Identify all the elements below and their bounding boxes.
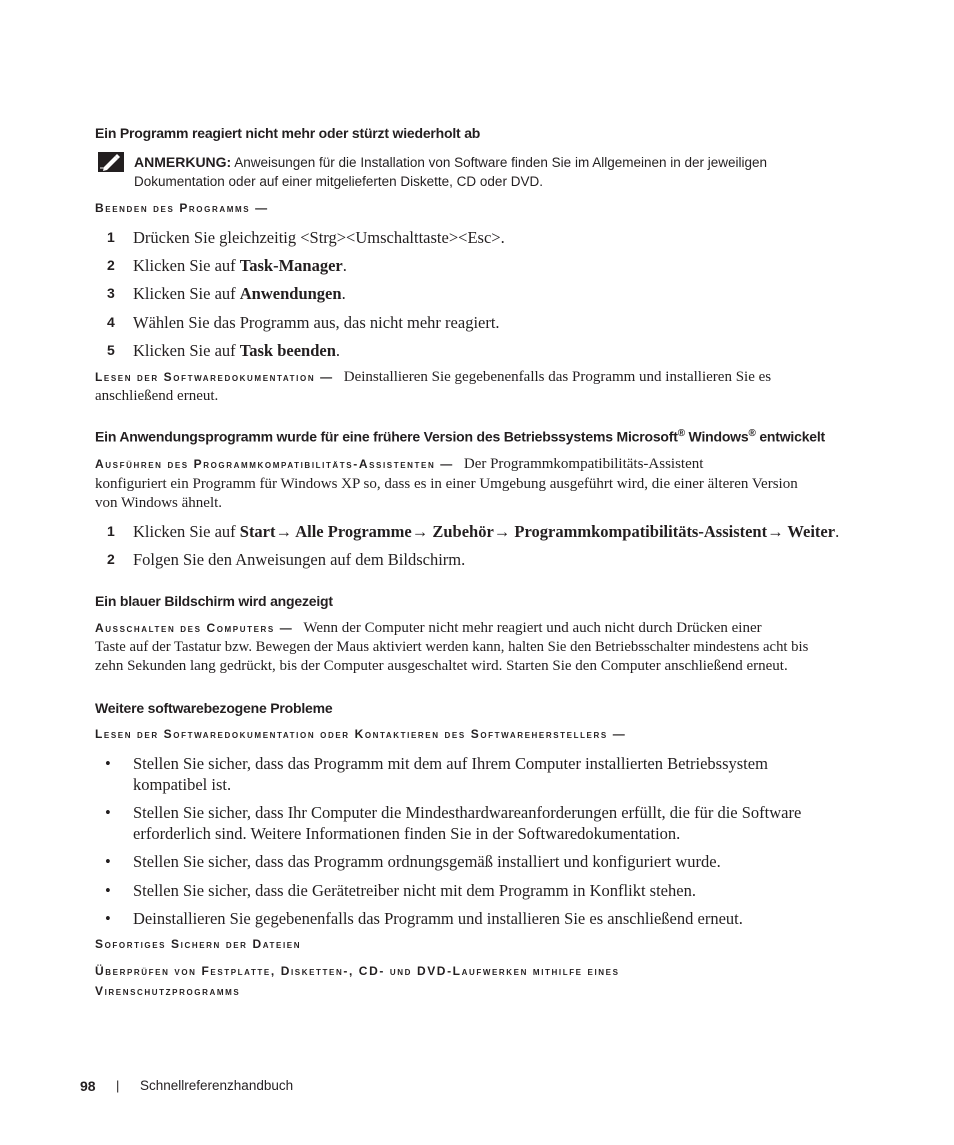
list-item (95, 753, 865, 795)
backup-files-label: Sofortiges Sichern der Dateien (95, 937, 302, 951)
step-text-post: . (835, 522, 840, 541)
footer-title: Schnellreferenzhandbuch (140, 1078, 294, 1093)
list-item-line: Stellen Sie sicher, dass das Programm mit dem auf Ihrem Computer installierten Betriebssystem (133, 754, 768, 773)
shutdown-label: Ausschalten des Computers — (95, 621, 294, 635)
list-item-line: erforderlich sind. Weitere Informationen finden Sie in der Softwaredokumentation. (133, 824, 681, 843)
wizard-paragraph-line-2: konfiguriert ein Programm für Windows XP so, dass es in einer Umgebung ausgeführt wird, die einer älteren Version (95, 476, 798, 492)
ui-term: Anwendungen (239, 284, 342, 303)
pencil-note-icon-svg (98, 152, 124, 172)
list-item (95, 802, 865, 844)
wizard-text: Der Programmkompatibilitäts-Assistent (463, 456, 704, 472)
step-text: Folgen Sie den Anweisungen auf dem Bildschirm. (133, 550, 466, 569)
step-text (133, 255, 347, 276)
note-text: Anweisungen für die Installation von Software finden Sie im Allgemeinen in der jeweiligen (234, 155, 768, 170)
heading-text: Ein Anwendungsprogramm wurde für eine frühere Version des Betriebssystems Microsoft (95, 428, 678, 445)
step-number: 5 (107, 342, 115, 358)
step-text-pre: Wählen Sie das Programm aus, das nicht mehr reagiert. (133, 313, 500, 332)
blue-screen-text: Wenn der Computer nicht mehr reagiert und auch nicht durch Drücken einer (303, 620, 762, 636)
blue-screen-paragraph-line-2: Taste auf der Tastatur bzw. Bewegen der Maus aktiviert werden kann, halten Sie den Betriebsschalter mindestens acht bis (95, 639, 809, 655)
bullet-dot: • (105, 909, 111, 928)
step-text-pre: Klicken Sie auf (133, 256, 240, 275)
wizard-label: Ausführen des Programmkompatibilitäts-Assistenten — (95, 457, 454, 471)
list-item (95, 880, 865, 901)
step-text-pre: Klicken Sie auf (133, 522, 240, 541)
blue-screen-paragraph-line-1 (95, 619, 762, 639)
list-item-text: Stellen Sie sicher, dass das Programm ordnungsgemäß installiert und konfiguriert wurde. (133, 852, 721, 871)
step-number: 1 (107, 229, 115, 245)
step-text-post: . (341, 284, 346, 303)
note-label: ANMERKUNG: (134, 154, 232, 170)
footer-separator: | (116, 1078, 120, 1093)
ui-term: Task-Manager (239, 256, 343, 275)
virus-scan-label-line-2: Virenschutzprogramms (95, 984, 241, 998)
read-doc-paragraph-line-2: anschließend erneut. (95, 388, 219, 404)
page-number: 98 (80, 1078, 96, 1094)
step-number: 2 (107, 551, 115, 567)
step-text (133, 340, 340, 361)
read-doc-text: Deinstallieren Sie gegebenenfalls das Programm und installieren Sie es (343, 369, 772, 385)
step-number: 2 (107, 257, 115, 273)
step-number: 1 (107, 523, 115, 539)
list-item (95, 908, 865, 929)
list-item-text (133, 753, 861, 795)
step-text-pre: Klicken Sie auf (133, 284, 240, 303)
list-item (95, 851, 865, 872)
registered-mark: ® (677, 428, 685, 439)
note-line-2: Dokumentation oder auf einer mitgelieferten Diskette, CD oder DVD. (134, 174, 543, 189)
bullet-dot: • (105, 754, 111, 773)
list-item-line: Stellen Sie sicher, dass Ihr Computer die Mindesthardwareanforderungen erfüllt, die für die Software (133, 803, 802, 822)
pencil-note-icon (98, 152, 124, 172)
wizard-paragraph-line-3: von Windows ähnelt. (95, 495, 223, 511)
heading-text: Windows (684, 428, 749, 445)
bullet-dot: • (105, 881, 111, 900)
read-doc-paragraph-line-1 (95, 368, 865, 388)
heading-text: entwickelt (755, 428, 826, 445)
list-item-text: Stellen Sie sicher, dass die Gerätetreiber nicht mit dem Programm in Konflikt stehen. (133, 881, 696, 900)
virus-scan-label-line-1: Überprüfen von Festplatte, Disketten-, CD- und DVD-Laufwerken mithilfe eines (95, 964, 620, 978)
subheading-end-program: Beenden des Programms — (95, 201, 269, 215)
section-heading-older-windows (95, 428, 825, 445)
wizard-paragraph-line-1 (95, 455, 703, 475)
other-problems-label: Lesen der Softwaredokumentation oder Kontaktieren des Softwareherstellers — (95, 727, 627, 741)
step-text-post: . (335, 341, 341, 360)
blue-screen-paragraph-line-3: zehn Sekunden lang gedrückt, bis der Computer ausgeschaltet wird. Starten Sie den Computer anschließend erneut. (95, 658, 788, 674)
read-doc-label: Lesen der Softwaredokumentation — (95, 370, 334, 384)
list-item-text (133, 802, 861, 844)
step-text-pre: Klicken Sie auf (133, 341, 240, 360)
bullet-dot: • (105, 803, 111, 822)
list-item-line: kompatibel ist. (133, 775, 232, 794)
section-heading-program-hangs: Ein Programm reagiert nicht mehr oder stürzt wiederholt ab (95, 125, 481, 141)
step-text-pre: Drücken Sie gleichzeitig <Strg><Umschalttaste><Esc>. (133, 228, 505, 247)
registered-mark: ® (748, 428, 756, 439)
list-item-text: Deinstallieren Sie gegebenenfalls das Programm und installieren Sie es anschließend erneut. (133, 909, 743, 928)
step-text (133, 283, 346, 304)
step-text-post: . (342, 256, 347, 275)
bullet-dot: • (105, 852, 111, 871)
note-line-1 (134, 154, 767, 170)
ui-term: Task beenden (239, 341, 336, 360)
step-text (133, 521, 839, 542)
step-text (133, 227, 505, 248)
step-number: 3 (107, 285, 115, 301)
section-heading-blue-screen: Ein blauer Bildschirm wird angezeigt (95, 593, 333, 609)
menu-path: Start→ Alle Programme→ Zubehör→ Programmkompatibilitäts-Assistent→ Weiter (239, 522, 836, 541)
step-text (133, 312, 500, 333)
section-heading-other-problems: Weitere softwarebezogene Probleme (95, 700, 333, 716)
step-number: 4 (107, 314, 115, 330)
